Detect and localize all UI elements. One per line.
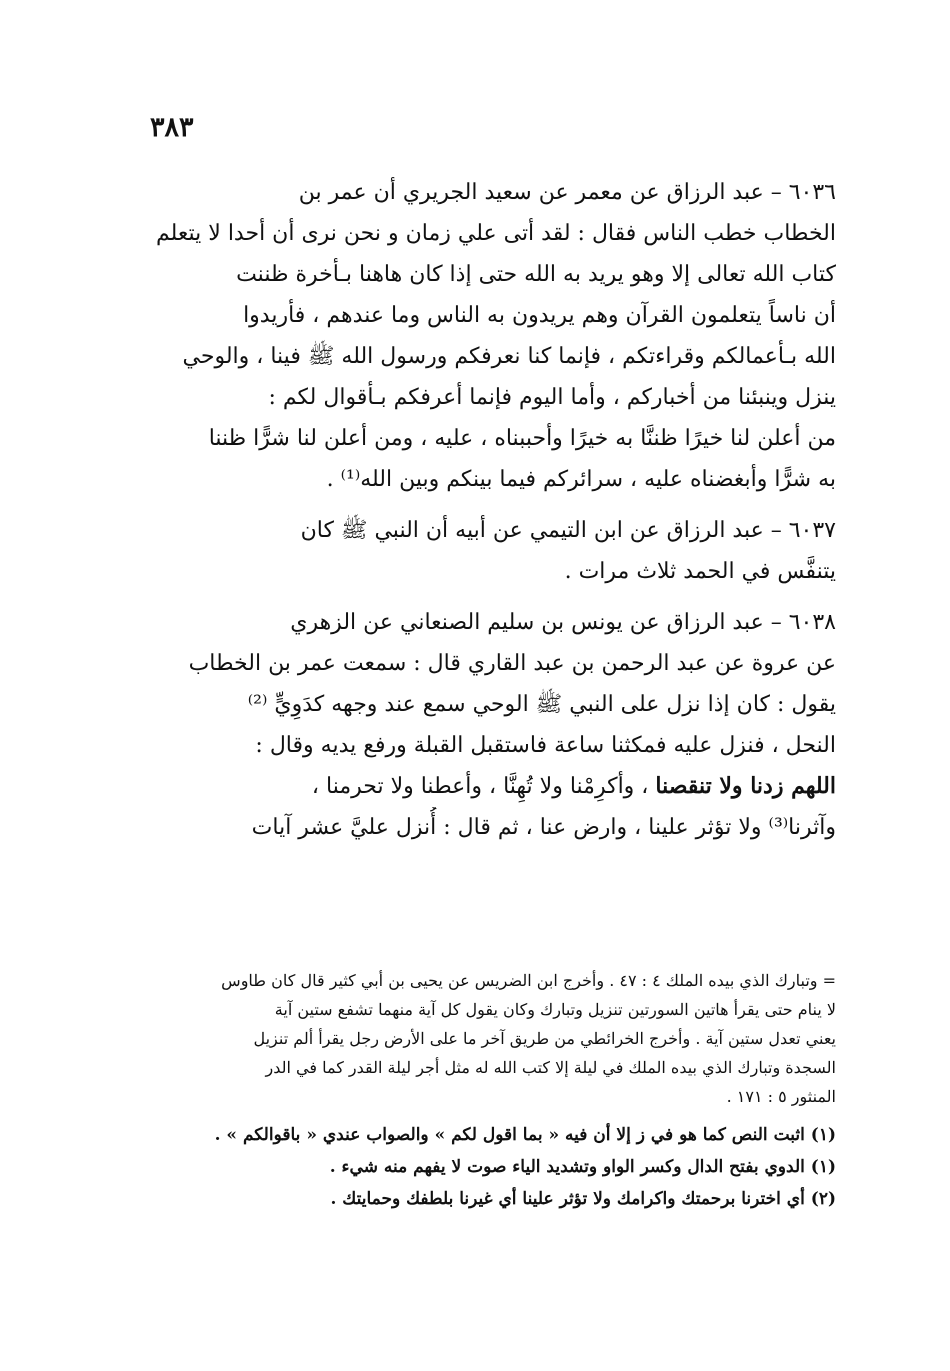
text-line: النحل ، فنزل عليه فمكثنا ساعة فاستقبل القبلة ورفع يديه وقال : — [255, 733, 836, 758]
footnotes — [150, 966, 836, 1215]
text-line: به شرًّا وأبغضناه عليه ، سرائركم فيما بينكم وبين الله⁽¹⁾ . — [326, 467, 836, 492]
text-line: عن عروة عن عبد الرحمن بن عبد القاري قال : سمعت عمر بن الخطاب — [188, 651, 836, 676]
footnote-line: يعني تعدل ستين آية . وأخرج الخرائطي من طريق آخر ما على الأرض رجل يقرأ ألم تنزيل — [253, 1029, 836, 1048]
hadith-6037 — [150, 510, 836, 592]
text-line: وآثرنا⁽³⁾ ولا تؤثر علينا ، وارض عنا ، ثم قال : أُنزل عليَّ عشر آيات — [251, 815, 836, 840]
text-line: يقول : كان إذا نزل على النبي ﷺ الوحي سمع عند وجهه كدَوِيٍّ ⁽²⁾ — [247, 692, 836, 717]
note-line: (١) الدوي بفتح الدال وكسر الواو وتشديد الياء صوت لا يفهم منه شيء . — [329, 1157, 836, 1177]
text-line: كتاب الله تعالى إلا وهو يريد به الله حتى إذا كان هاهنا بـأخرة ظننت — [236, 262, 836, 287]
note-line: (٢) أي اخترنا برحمتك واكرامك ولا تؤثر علينا أي غيرنا بلطفك وحمايتك . — [330, 1189, 836, 1209]
note-line: (١) اثبت النص كما هو في ز إلا أن فيه « بما اقول لكم » والصواب عندي « باقوالكم » . — [214, 1125, 836, 1145]
text-line: الخطاب خطب الناس فقال : لقد أتى علي زمان و نحن نرى أن أحدا لا يتعلم — [155, 221, 836, 246]
page-number: ٣٨٣ — [150, 112, 194, 143]
footnote-line: السجدة وتبارك الذي بيده الملك في ليلة إلا كتب الله له مثل أجر ليلة القدر كما في الدر — [265, 1058, 836, 1077]
editor-notes — [150, 1119, 836, 1215]
hadith-6036 — [150, 172, 836, 500]
text-line: من أعلن لنا خيرًا ظننَّا به خيرًا وأحببناه ، عليه ، ومن أعلن لنا شرًّا ظننا — [208, 426, 836, 451]
text-line: أن ناساً يتعلمون القرآن وهم يريدون به الناس وما عندهم ، فأريدوا — [243, 303, 836, 328]
text-line: ينزل وينبئنا من أخباركم ، وأما اليوم فإنما أعرفكم بـأقوال لكم : — [268, 385, 836, 410]
text-line: يتنفَّس في الحمد ثلاث مرات . — [564, 559, 836, 584]
footnote-line: لا ينام حتى يقرأ هاتين السورتين تنزيل وتبارك وكان يقول كل آية منهما تشفع ستين آية — [274, 1000, 836, 1019]
supplication-rest: ، وأكرِمْنا ولا تُهِنَّا ، وأعطنا ولا تحرمنا ، — [311, 774, 656, 799]
text-line — [150, 766, 836, 807]
text-line: ٦٠٣٨ – عبد الرزاق عن يونس بن سليم الصنعاني عن الزهري — [290, 610, 836, 635]
text-line: ٦٠٣٧ – عبد الرزاق عن ابن التيمي عن أبيه أن النبي ﷺ كان — [300, 518, 836, 543]
text-line: الله بـأعمالكم وقراءتكم ، فإنما كنا نعرفكم ورسول الله ﷺ فينا ، والوحي — [182, 344, 836, 369]
text-line: ٦٠٣٦ – عبد الرزاق عن معمر عن سعيد الجريري أن عمر بن — [298, 180, 836, 205]
footnote-line: المنثور ٥ : ١٧١ . — [726, 1087, 836, 1106]
hadith-6038 — [150, 602, 836, 848]
footnote-line: = وتبارك الذي بيده الملك ٤ : ٤٧ . وأخرج ابن الضريس عن يحيى بن أبي كثير قال كان طاوس — [221, 971, 836, 990]
main-text — [150, 172, 836, 848]
supplication-bold: اللهم زدنا ولا تنقصنا — [655, 773, 836, 799]
footnote-continuation — [150, 966, 836, 1111]
